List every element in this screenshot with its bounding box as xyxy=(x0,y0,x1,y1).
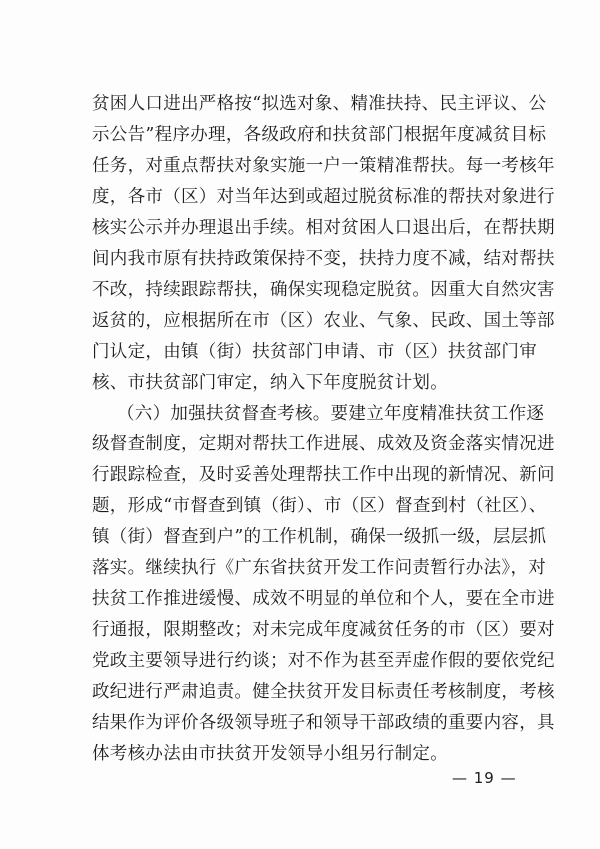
paragraph-2-line-5: 镇（街）督查到户”的工作机制，确保一级抓一级，层层抓 xyxy=(92,527,547,547)
paragraph-2-line-8: 行通报，限期整改；对未完成年度减贫任务的市（区）要对 xyxy=(92,620,555,640)
paragraph-1-line-2: 示公告”程序办理，各级政府和扶贫部门根据年度减贫目标 xyxy=(92,125,547,145)
paragraph-2-line-7: 扶贫工作推进缓慢、成效不明显的单位和个人，要在全市进 xyxy=(92,589,555,609)
paragraph-2-line-9: 党政主要领导进行约谈；对不作为甚至弄虚作假的要依党纪 xyxy=(92,651,555,671)
paragraph-1-line-5: 核实公示并办理退出手续。相对贫困人口退出后，在帮扶期 xyxy=(92,218,555,238)
paragraph-2-line-11: 结果作为评价各级领导班子和领导干部政绩的重要内容，具 xyxy=(92,713,555,733)
paragraph-2-line-6: 落实。继续执行《广东省扶贫开发工作问责暂行办法》，对 xyxy=(92,558,547,578)
paragraph-1-line-4: 度，各市（区）对当年达到或超过脱贫标准的帮扶对象进行 xyxy=(92,187,555,207)
paragraph-2-line-4: 题，形成“市督查到镇（街）、市（区）督查到村（社区）、 xyxy=(92,496,547,516)
paragraph-2-line-10: 政纪进行严肃追责。健全扶贫开发目标责任考核制度，考核 xyxy=(92,682,555,702)
paragraph-2-line-12: 体考核办法由市扶贫开发领导小组另行制定。 xyxy=(92,744,448,764)
paragraph-1-line-10: 核、市扶贫部门审定，纳入下年度脱贫计划。 xyxy=(92,373,448,393)
paragraph-1-line-3: 任务，对重点帮扶对象实施一户一策精准帮扶。每一考核年 xyxy=(92,156,555,176)
page-number: — 19 — xyxy=(452,769,517,787)
paragraph-1-line-8: 返贫的，应根据所在市（区）农业、气象、民政、国土等部 xyxy=(92,311,555,331)
paragraph-1-line-7: 不改，持续跟踪帮扶，确保实现稳定脱贫。因重大自然灾害 xyxy=(92,280,555,300)
paragraph-2-line-3: 行跟踪检查，及时妥善处理帮扶工作中出现的新情况、新问 xyxy=(92,465,555,485)
paragraph-1-line-6: 间内我市原有扶持政策保持不变，扶持力度不减，结对帮扶 xyxy=(92,249,555,269)
paragraph-1-line-1: 贫困人口进出严格按“拟选对象、精准扶持、民主评议、公 xyxy=(92,94,547,114)
paragraph-1-line-9: 门认定，由镇（街）扶贫部门申请、市（区）扶贫部门审 xyxy=(92,342,537,362)
paragraph-2-line-2: 级督查制度，定期对帮扶工作进展、成效及资金落实情况进 xyxy=(92,434,555,454)
paragraph-2-line-1: （六）加强扶贫督查考核。要建立年度精准扶贫工作逐 xyxy=(117,404,545,424)
